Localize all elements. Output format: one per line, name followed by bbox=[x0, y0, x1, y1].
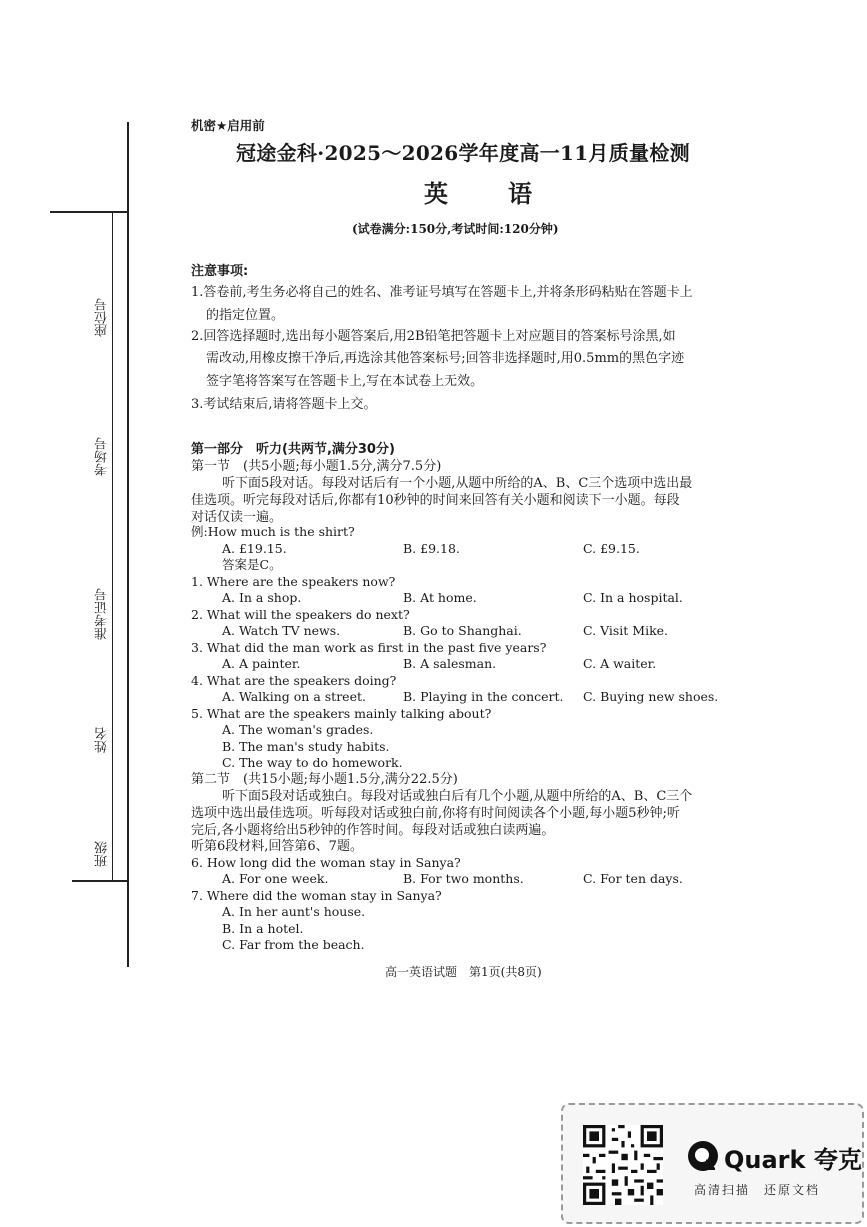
side-label-ticket: 准考证号 bbox=[95, 588, 110, 640]
option-a: A. Watch TV news. bbox=[222, 623, 341, 638]
example-option-a: A. £19.15. bbox=[222, 541, 287, 556]
option-b: B. In a hotel. bbox=[222, 921, 304, 936]
qr-code-icon bbox=[583, 1125, 663, 1205]
quark-logo-icon bbox=[686, 1139, 720, 1173]
section2-title: 第二节 (共15小题;每小题1.5分,满分22.5分) bbox=[191, 772, 458, 787]
option-b: B. The man's study habits. bbox=[222, 739, 390, 754]
section1-instr: 佳选项。听完每段对话后,你都有10秒钟的时间来回答有关小题和阅读下一小题。每段 bbox=[191, 493, 680, 508]
question: 5. What are the speakers mainly talking about? bbox=[191, 706, 492, 721]
note-line: 需改动,用橡皮擦干净后,再选涂其他答案标号;回答非选择题时,用0.5mm的黑色字迹 bbox=[206, 351, 685, 366]
note-line: 签字笔将答案写在答题卡上,写在本试卷上无效。 bbox=[206, 374, 484, 389]
option-b: B. For two months. bbox=[403, 871, 524, 886]
section2-instr: 选项中选出最佳选项。听每段对话或独白前,你将有时间阅读各个小题,每小题5秒钟;听 bbox=[191, 806, 680, 821]
option-b: B. A salesman. bbox=[403, 656, 497, 671]
side-label-name: 姓名 bbox=[95, 727, 110, 753]
page-footer: 高一英语试题 第1页(共8页) bbox=[385, 965, 542, 979]
option-b: B. At home. bbox=[403, 590, 477, 605]
question: 6. How long did the woman stay in Sanya? bbox=[191, 855, 461, 870]
note-line: 2.回答选择题时,选出每小题答案后,用2B铅笔把答题卡上对应题目的答案标号涂黑,如 bbox=[191, 329, 676, 344]
note-line: 1.答卷前,考生务必将自己的姓名、准考证号填写在答题卡上,并将条形码粘贴在答题卡上 bbox=[191, 285, 693, 300]
option-a: A. The woman's grades. bbox=[222, 722, 374, 737]
binding-line-vertical bbox=[127, 122, 129, 967]
section2-material: 听第6段材料,回答第6、7题。 bbox=[191, 839, 363, 854]
section2-instr: 完后,各小题将给出5秒钟的作答时间。每段对话或独白读两遍。 bbox=[191, 823, 555, 838]
question: 2. What will the speakers do next? bbox=[191, 607, 410, 622]
part1-title: 第一部分 听力(共两节,满分30分) bbox=[191, 442, 395, 457]
option-c: C. A waiter. bbox=[583, 656, 657, 671]
note-line: 3.考试结束后,请将答题卡上交。 bbox=[191, 397, 377, 412]
option-b: B. Playing in the concert. bbox=[403, 689, 564, 704]
option-c: C. Buying new shoes. bbox=[583, 689, 719, 704]
option-a: A. In her aunt's house. bbox=[222, 904, 366, 919]
binding-line-bottom bbox=[72, 880, 128, 882]
question: 1. Where are the speakers now? bbox=[191, 574, 396, 589]
option-a: A. For one week. bbox=[222, 871, 329, 886]
binding-line-top bbox=[50, 211, 128, 213]
option-c: C. The way to do homework. bbox=[222, 755, 403, 770]
exam-title: 冠途金科·2025～2026学年度高一11月质量检测 bbox=[236, 141, 690, 165]
option-c: C. For ten days. bbox=[583, 871, 683, 886]
option-a: A. A painter. bbox=[222, 656, 301, 671]
side-label-room: 考场号 bbox=[95, 437, 110, 476]
quark-slogan: 高清扫描 还原文档 bbox=[694, 1183, 821, 1197]
note-line: 的指定位置。 bbox=[206, 308, 285, 323]
section1-instr: 对话仅读一遍。 bbox=[191, 510, 283, 525]
example-option-c: C. £9.15. bbox=[583, 541, 640, 556]
exam-info: (试卷满分:150分,考试时间:120分钟) bbox=[352, 222, 559, 236]
example-question: 例:How much is the shirt? bbox=[191, 524, 355, 539]
example-option-b: B. £9.18. bbox=[403, 541, 460, 556]
question: 7. Where did the woman stay in Sanya? bbox=[191, 888, 442, 903]
question: 4. What are the speakers doing? bbox=[191, 673, 397, 688]
option-a: A. Walking on a street. bbox=[222, 689, 366, 704]
option-a: A. In a shop. bbox=[222, 590, 302, 605]
option-b: B. Go to Shanghai. bbox=[403, 623, 522, 638]
option-c: C. Far from the beach. bbox=[222, 937, 365, 952]
section1-instr: 听下面5段对话。每段对话后有一个小题,从题中所给的A、B、C三个选项中选出最 bbox=[222, 476, 693, 491]
option-c: C. Visit Mike. bbox=[583, 623, 669, 638]
quark-brand: Quark 夸克 bbox=[724, 1146, 862, 1174]
notes-title: 注意事项: bbox=[191, 264, 249, 279]
section1-title: 第一节 (共5小题;每小题1.5分,满分7.5分) bbox=[191, 459, 442, 474]
side-label-seat: 座位号 bbox=[95, 298, 110, 337]
confidential-mark: 机密★启用前 bbox=[191, 118, 265, 133]
side-label-class: 班级 bbox=[95, 841, 110, 867]
subject-title: 英 语 bbox=[424, 179, 550, 208]
section2-instr: 听下面5段对话或独白。每段对话或独白后有几个小题,从题中所给的A、B、C三个 bbox=[222, 789, 693, 804]
question: 3. What did the man work as first in the past five years? bbox=[191, 640, 547, 655]
example-answer: 答案是C。 bbox=[222, 557, 282, 572]
option-c: C. In a hospital. bbox=[583, 590, 683, 605]
binding-line-short bbox=[112, 212, 113, 880]
